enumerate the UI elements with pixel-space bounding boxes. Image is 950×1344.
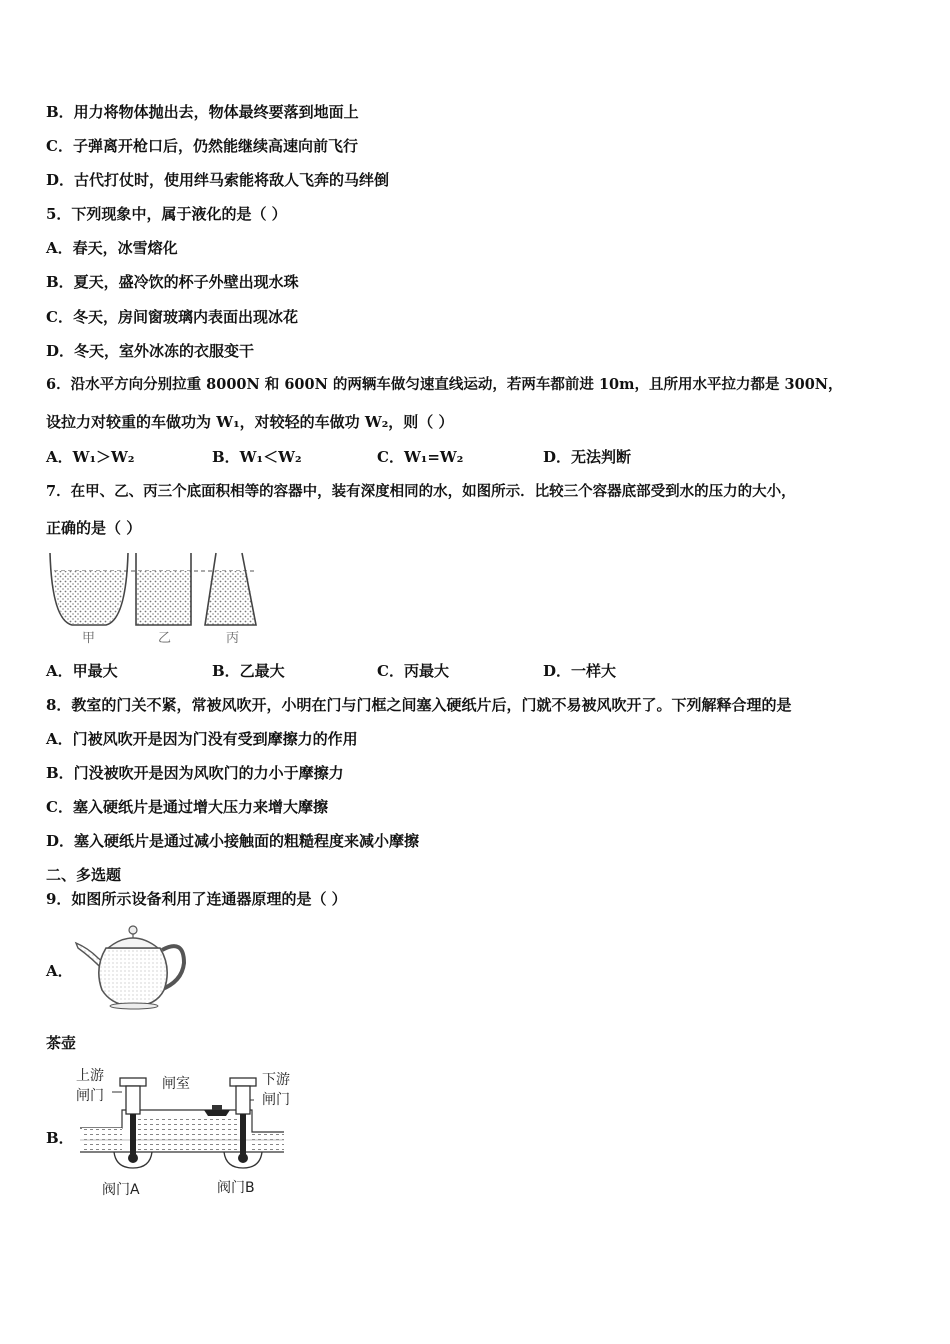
q9-stem: 9．如图所示设备利用了连通器原理的是（ ） (46, 890, 347, 908)
label-upstream-2: 闸门 (76, 1088, 104, 1104)
ship-lock-figure (72, 1062, 312, 1204)
label-valve-b: 阀门B (217, 1180, 255, 1196)
container-yi (136, 553, 191, 625)
q8-option-a: A．门被风吹开是因为门没有受到摩擦力的作用 (46, 730, 358, 748)
q8-option-b: B．门没被吹开是因为风吹门的力小于摩擦力 (46, 764, 344, 782)
q9-option-b-letter: B． (46, 1129, 74, 1147)
q7-option-b: B．乙最大 (212, 662, 285, 680)
q7-option-d: D．一样大 (543, 662, 617, 680)
label-upstream-1: 上游 (76, 1068, 104, 1084)
q6-stem-line1: 6．沿水平方向分别拉重 8000N 和 600N 的两辆车做匀速直线运动，若两车都前进 10m，且所用水平拉力都是 300N， (46, 376, 843, 393)
q7-stem-line2: 正确的是（ ） (46, 519, 142, 537)
container-label-yi: 乙 (158, 631, 172, 646)
q5-option-a: A．春天，冰雪熔化 (46, 239, 178, 257)
q9-option-a-caption: 茶壶 (46, 1034, 77, 1052)
q4-option-b: B．用力将物体抛出去，物体最终要落到地面上 (46, 103, 359, 121)
label-valve-a: 阀门A (102, 1182, 140, 1198)
label-downstream-2: 闸门 (262, 1092, 290, 1108)
q7-stem-line1: 7．在甲、乙、丙三个底面积相等的容器中，装有深度相同的水，如图所示．比较三个容器底部受到水的压力的大小， (46, 483, 796, 500)
q5-option-b: B．夏天，盛冷饮的杯子外壁出现水珠 (46, 273, 299, 291)
q6-option-a: A．W₁＞W₂ (46, 448, 135, 466)
q8-stem: 8．教室的门关不紧，常被风吹开，小明在门与门框之间塞入硬纸片后，门就不易被风吹开了。下列解释合理的是 (46, 696, 792, 714)
q9-option-a-letter: A． (46, 962, 73, 980)
q6-option-c: C．W₁=W₂ (377, 448, 464, 466)
teapot-figure (72, 918, 192, 1014)
q7-option-c: C．丙最大 (377, 662, 449, 680)
q8-option-d: D．塞入硬纸片是通过减小接触面的粗糙程度来减小摩擦 (46, 832, 420, 850)
containers-figure (44, 550, 264, 650)
container-label-bing: 丙 (226, 631, 240, 646)
q5-stem: 5．下列现象中，属于液化的是（ ） (46, 205, 287, 223)
container-label-jia: 甲 (82, 631, 96, 646)
q8-option-c: C．塞入硬纸片是通过增大压力来增大摩擦 (46, 798, 328, 816)
q6-option-b: B．W₁＜W₂ (212, 448, 302, 466)
section-title: 二、多选题 (46, 866, 122, 884)
label-downstream-1: 下游 (262, 1072, 290, 1088)
q6-option-d: D．无法判断 (543, 448, 632, 466)
container-jia (50, 553, 128, 625)
label-chamber: 闸室 (162, 1076, 190, 1092)
q6-stem-line2: 设拉力对较重的车做功为 W₁，对较轻的车做功 W₂，则（ ） (46, 413, 454, 431)
q4-option-d: D．古代打仗时，使用绊马索能将敌人飞奔的马绊倒 (46, 171, 390, 189)
q5-option-d: D．冬天，室外冰冻的衣服变干 (46, 342, 255, 360)
q4-option-c: C．子弹离开枪口后，仍然能继续高速向前飞行 (46, 137, 358, 155)
q5-option-c: C．冬天，房间窗玻璃内表面出现冰花 (46, 308, 298, 326)
container-bing (205, 553, 256, 625)
q7-option-a: A．甲最大 (46, 662, 118, 680)
